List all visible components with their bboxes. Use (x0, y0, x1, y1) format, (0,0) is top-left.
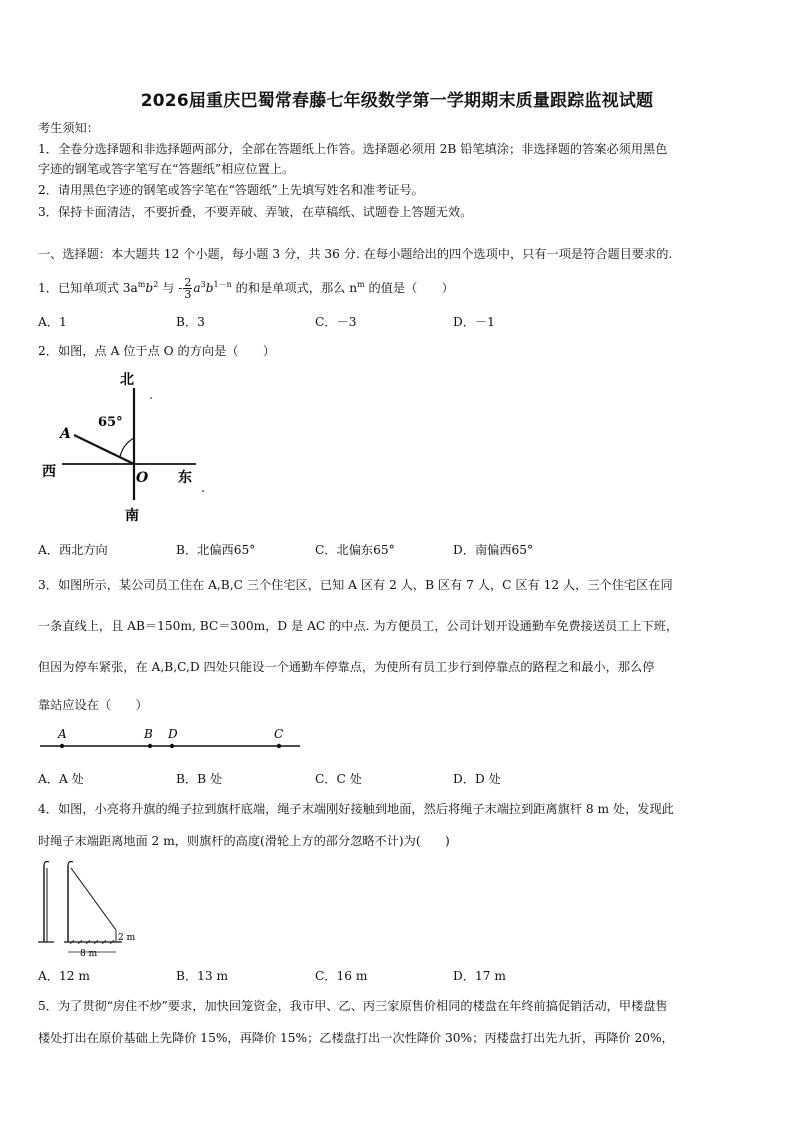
question-2-text: 2．如图，点 A 位于点 O 的方向是（ ） (38, 344, 276, 358)
q1-suffix: 的和是单项式，那么 n (231, 281, 358, 296)
section-heading: 一、选择题：本大题共 12 个小题，每小题 3 分，共 36 分. 在每小题给出的四个选项中，只有一项是符合题目要求的. (38, 247, 673, 261)
q4-pulley-right (68, 862, 73, 867)
q1-a: a (193, 281, 201, 296)
notice-heading: 考生须知： (38, 121, 99, 135)
q1-prefix: 1．已知单项式 3a (38, 281, 138, 296)
q4-flagpole-figure (36, 856, 136, 960)
question-3-line-4: 靠站应设在（ ） (38, 698, 148, 712)
q1-mid: 与 - (158, 281, 183, 296)
q1-fraction (183, 277, 192, 300)
q2-option-c[interactable]: C．北偏东65° (315, 543, 395, 557)
question-1-text (38, 272, 454, 301)
q1-tail: 的值是（ ） (364, 281, 454, 296)
q4-option-c[interactable]: C．16 m (315, 969, 368, 983)
q2-label-east: 东 (178, 470, 192, 486)
q3-option-b[interactable]: B．B 处 (176, 772, 223, 786)
q1-frac-num: 2 (184, 276, 192, 290)
q3-label-a: A (58, 727, 67, 741)
q2-compass-figure (38, 368, 218, 528)
q4-label-8m: 8 m (80, 949, 98, 959)
q1-frac-den: 3 (184, 288, 192, 302)
q3-option-a[interactable]: A．A 处 (38, 772, 84, 786)
notice-line-2: 2．请用黑色字迹的钢笔或答字笔在“答题纸”上先填写姓名和准考证号。 (38, 183, 424, 197)
q1-b2: b (205, 281, 214, 296)
question-3-line-3: 但因为停车紧张，在 A,B,C,D 四处只能设一个通勤车停靠点，为使所有员工步行到停靠点的路程之和最小，那么停 (38, 660, 655, 674)
q2-option-b[interactable]: B．北偏西65° (176, 543, 256, 557)
q2-label-west: 西 (42, 464, 56, 480)
q1-option-d[interactable]: D．－1 (453, 315, 495, 329)
q2-option-a[interactable]: A．西北方向 (38, 543, 108, 557)
q2-label-south: 南 (125, 508, 139, 524)
question-5-line-1: 5．为了贯彻“房住不炒”要求，加快回笼资金，我市甲、乙、丙三家原售价相同的楼盘在年终前搞促销活动，甲楼盘售 (38, 999, 668, 1013)
notice-line-1b: 字迹的钢笔或答字笔写在“答题纸”相应位置上。 (38, 162, 295, 176)
q1-option-c[interactable]: C．－3 (315, 315, 357, 329)
q2-option-d[interactable]: D．南偏西65° (453, 543, 534, 557)
q4-rope-right (71, 868, 116, 930)
q3-option-d[interactable]: D．D 处 (453, 772, 501, 786)
q4-pulley-left (44, 862, 49, 867)
q3-line-figure (36, 724, 306, 756)
question-5-line-2: 楼处打出在原价基础上先降价 15%，再降价 15%；乙楼盘打出一次性降价 30%；丙楼盘打出先九折，再降价 20%， (38, 1031, 674, 1045)
q1-sup-m: m (137, 280, 146, 289)
question-4-line-2: 时绳子末端距离地面 2 m，则旗杆的高度(滑轮上方的部分忽略不计)为( ) (38, 834, 450, 848)
q3-point-b (148, 744, 152, 748)
q4-option-d[interactable]: D．17 m (453, 969, 506, 983)
question-4-line-1: 4．如图，小亮将升旗的绳子拉到旗杆底端，绳子末端刚好接触到地面，然后将绳子末端拉到距离旗杆 8 m 处，发现此 (38, 802, 674, 816)
q3-label-d: D (168, 727, 178, 741)
question-3-line-2: 一条直线上，且 AB＝150m, BC＝300m，D 是 AC 的中点. 为方便员工，公司计划开设通勤车免费接送员工上下班， (38, 619, 679, 633)
q2-label-o: O (136, 470, 149, 486)
q4-label-2m: 2 m (118, 933, 136, 943)
q1-sup-2: 2 (153, 280, 159, 289)
q3-point-c (277, 744, 281, 748)
q1-sup-m2: m (357, 280, 365, 289)
q3-option-c[interactable]: C．C 处 (315, 772, 362, 786)
q1-b: b (145, 281, 154, 296)
q1-sup-1n: 1－n (213, 280, 232, 289)
notice-line-1: 1．全卷分选择题和非选择题两部分，全部在答题纸上作答。选择题必须用 2B 铅笔填涂；非选择题的答案必须用黑色 (38, 142, 668, 156)
q2-ray-oa (74, 435, 134, 464)
q4-option-a[interactable]: A．12 m (38, 969, 90, 983)
notice-line-3: 3．保持卡面清洁，不要折叠，不要弄破、弄皱，在草稿纸、试题卷上答题无效。 (38, 205, 473, 219)
q3-point-a (60, 744, 64, 748)
q1-option-b[interactable]: B．3 (176, 315, 205, 329)
q1-sup-3: 3 (200, 280, 206, 289)
q2-label-angle: 65° (98, 415, 123, 430)
q3-label-b: B (144, 727, 153, 741)
q3-point-d (170, 744, 174, 748)
page-title: 2026届重庆巴蜀常春藤七年级数学第一学期期末质量跟踪监视试题 (140, 91, 654, 111)
q2-label-north: 北 (120, 372, 134, 388)
q2-angle-arc (120, 438, 134, 457)
q4-option-b[interactable]: B．13 m (176, 969, 229, 983)
q1-option-a[interactable]: A．1 (38, 315, 67, 329)
q2-label-a: A (60, 426, 71, 442)
q3-label-c: C (274, 727, 284, 741)
question-3-line-1: 3．如图所示，某公司员工住在 A,B,C 三个住宅区，已知 A 区有 2 人，B 区有 7 人，C 区有 12 人，三个住宅区在同 (38, 578, 673, 592)
